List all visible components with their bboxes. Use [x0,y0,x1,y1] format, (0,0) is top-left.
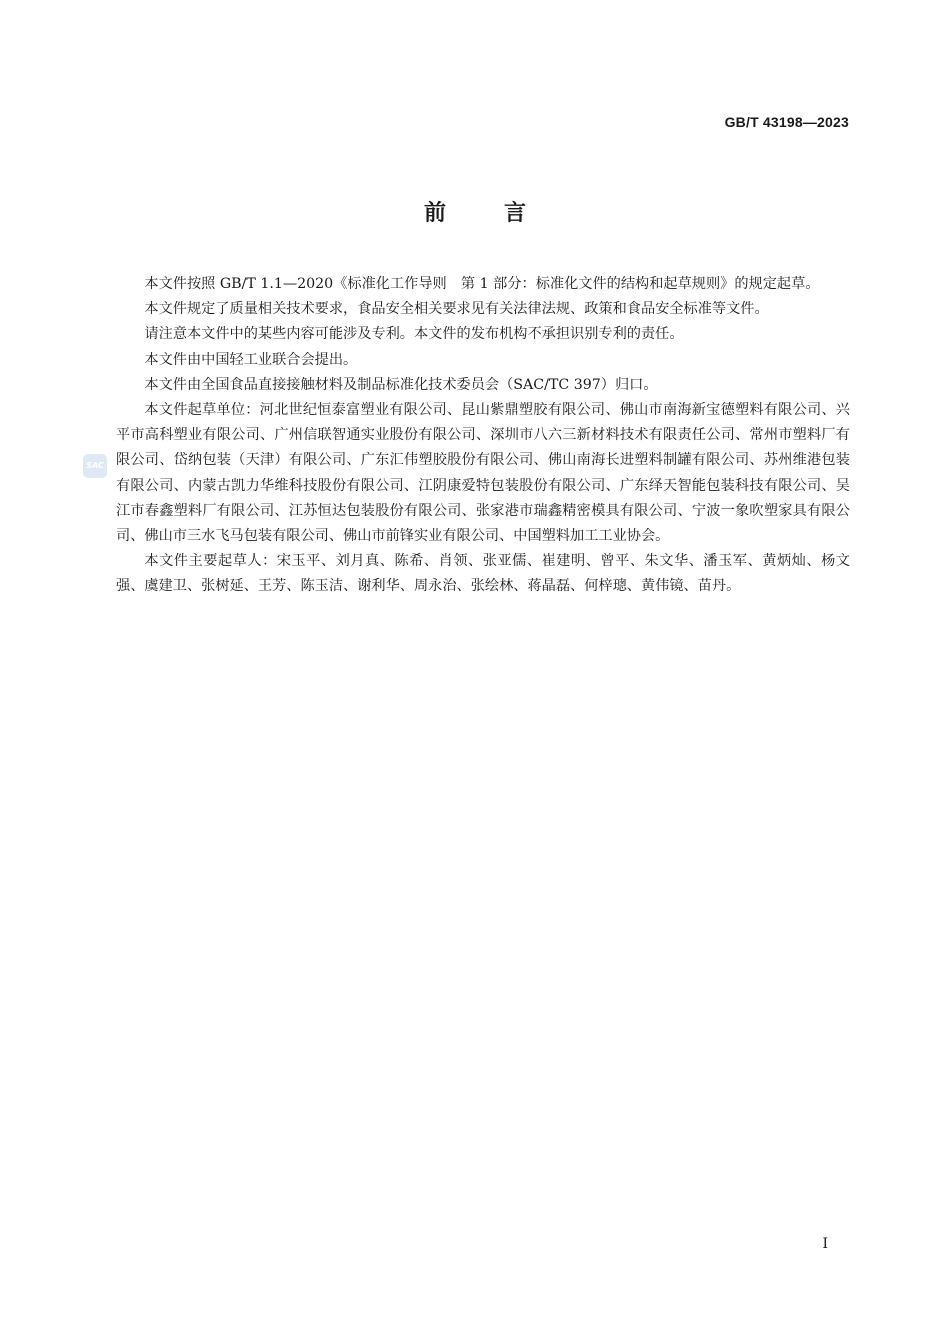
paragraph-committee: 本文件由全国食品直接接触材料及制品标准化技术委员会（SAC/TC 397）归口。 [144,376,658,393]
paragraph-proposer: 本文件由中国轻工业联合会提出。 [144,351,358,368]
paragraph-quality-requirements: 本文件规定了质量相关技术要求，食品安全相关要求见有关法律法规、政策和食品安全标准等文件。 [144,301,769,318]
page-number: I [822,1236,828,1252]
foreword-body [116,272,850,600]
paragraph-patent-notice: 请注意本文件中的某些内容可能涉及专利。本文件的发布机构不承担识别专利的责任。 [144,326,684,343]
paragraph-drafters: 本文件主要起草人：宋玉平、刘月真、陈希、肖领、张亚儒、崔建明、曾平、朱文华、潘玉军、黄炳灿、杨文强、虞建卫、张树延、王芳、陈玉洁、谢利华、周永治、张绘林、蒋晶磊、何梓璁、黄伟镜、苗丹。 [116,553,850,595]
page-title: 前言 [423,201,584,226]
paragraph-drafting-rules: 本文件按照 GB/T 1.1—2020《标准化工作导则 第 1 部分：标准化文件的结构和起草规则》的规定起草。 [144,276,820,292]
paragraph-drafting-units: 本文件起草单位：河北世纪恒泰富塑业有限公司、昆山紫鼎塑胶有限公司、佛山市南海新宝德塑料有限公司、兴平市高科塑业有限公司、广州信联智通实业股份有限公司、深圳市八六三新材料技术有限责任公司、常州市塑料厂有限公司、岱纳包装（天津）有限公司、广东汇伟塑胶股份有限公司、佛山南海长进塑料制罐有限公司、苏州维港包装有限公司、内蒙古凯力华维科技股份有限公司、江阴康爱特包装股份有限公司、广东绎天智能包装科技有限公司、吴江市春鑫塑料厂有限公司、江苏恒达包装股份有限公司、张家港市瑞鑫精密模具有限公司、宁波一象吹塑家具有限公司、佛山市三水飞马包装有限公司、佛山市前锋实业有限公司、中国塑料加工工业协会。 [116,402,850,545]
sac-logo-icon: SAC [83,454,107,478]
standard-code: GB/T 43198—2023 [724,114,849,130]
